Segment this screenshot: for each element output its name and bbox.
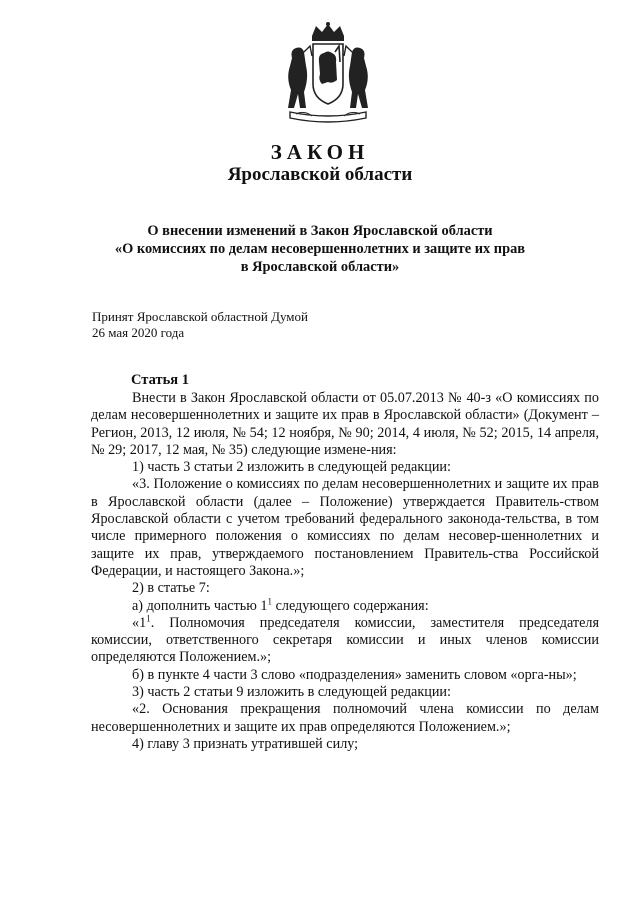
article-body bbox=[91, 390, 599, 753]
item-2a-superscript: 1 bbox=[267, 595, 273, 606]
amendment-item-4: 4) главу 3 признать утратившей силу; bbox=[132, 735, 359, 752]
amendment-item-2a bbox=[91, 595, 599, 615]
article-intro: Внести в Закон Ярославской области от 05.07.2013 № 40-з «О комиссиях по делам несовершеннолетних и защите их прав в Ярославской области» (Документ – Регион, 2013, 12 июля, № 54; 12 ноября, № 90; 2014, 4 июля, № 52; 2015, 14 апреля, № 29; 2017, 12 мая, № 35) следующие измене-ния: bbox=[91, 390, 599, 458]
amendment-item-3-quote: «2. Основания прекращения полномочий члена комиссии по делам несовершеннолетних и защите их прав определяются Положением.»; bbox=[91, 701, 599, 735]
law-region: Ярославской области bbox=[227, 164, 413, 185]
item-2a-text-rest: следующего содержания: bbox=[272, 597, 429, 614]
adopted-by: Принят Ярославской областной Думой bbox=[92, 309, 308, 324]
item-2a-text: а) дополнить частью 1 bbox=[132, 597, 268, 614]
amendment-item-1-quote: «3. Положение о комиссиях по делам несовершеннолетних и защите их прав в Ярославской области (далее – Положение) утверждается Правитель-ством Ярославской области с учетом требований федерального законода-тельства, в том числе примерного положения о комиссиях по делам несовер-шеннолетних и защите их прав, утверждаемого постановлением Правитель-ства Российской Федерации, и настоящего Закона.»; bbox=[91, 476, 599, 579]
amendment-item-1: 1) часть 3 статьи 2 изложить в следующей редакции: bbox=[132, 459, 451, 476]
amendment-item-2: 2) в статье 7: bbox=[132, 580, 210, 597]
law-subject-line-2: «О комиссиях по делам несовершеннолетних и защите их прав bbox=[114, 241, 526, 257]
item-2a-quote-superscript: 1 bbox=[146, 613, 151, 624]
law-subject-line-1: О внесении изменений в Закон Ярославской области bbox=[147, 223, 493, 239]
item-2a-quote-rest: . Полномочия председателя комиссии, заместителя председателя комиссии, ответственного секретаря комиссии и иных членов комиссии определяются Положением.»; bbox=[91, 614, 599, 666]
law-subject-line-3: в Ярославской области» bbox=[240, 259, 400, 275]
adopted-date: 26 мая 2020 года bbox=[92, 325, 185, 340]
amendment-item-3: 3) часть 2 статьи 9 изложить в следующей редакции: bbox=[132, 684, 451, 701]
law-title: ЗАКОН bbox=[270, 140, 370, 164]
item-2a-quote-open: «1 bbox=[132, 614, 147, 631]
coat-of-arms-icon bbox=[282, 22, 374, 130]
article-heading: Статья 1 bbox=[131, 372, 189, 388]
amendment-item-2b: б) в пункте 4 части 3 слово «подразделения» заменить словом «орга-ны»; bbox=[132, 666, 577, 683]
amendment-item-2a-quote bbox=[91, 615, 599, 667]
